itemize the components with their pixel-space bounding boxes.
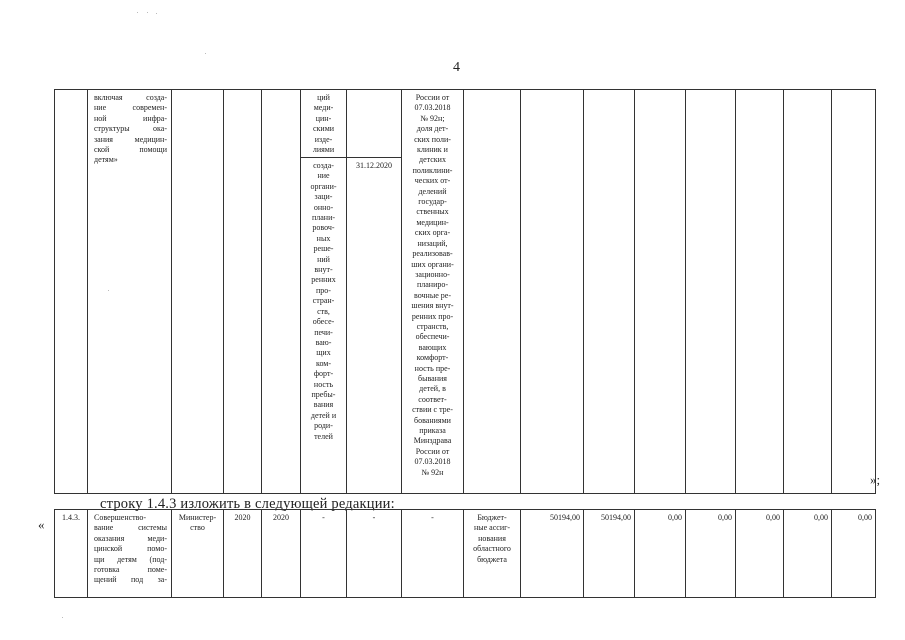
cell-empty <box>55 90 88 494</box>
scan-speck <box>108 290 109 291</box>
row-start-year: 2020 <box>224 510 262 598</box>
closing-quote: »; <box>870 472 881 487</box>
scan-speck <box>205 53 206 54</box>
cell-empty <box>832 90 876 494</box>
continued-date: 31.12.2020 <box>347 158 402 494</box>
cell-empty <box>686 90 736 494</box>
cell-empty <box>464 90 521 494</box>
cell-empty <box>635 90 686 494</box>
row-total: 50194,00 <box>521 510 584 598</box>
row-number: 1.4.3. <box>55 510 88 598</box>
row-dash: - <box>347 510 402 598</box>
row-dash: - <box>301 510 347 598</box>
row-value-2025: 0,00 <box>832 510 876 598</box>
row-end-year: 2020 <box>262 510 301 598</box>
row-executor: Министер- ство <box>172 510 224 598</box>
continued-event-top: ций меди- цин- скими изде- лиями <box>301 90 347 158</box>
cell-empty <box>521 90 584 494</box>
page-number: 4 <box>453 60 460 75</box>
row-value-2020: 50194,00 <box>584 510 635 598</box>
row-value-2022: 0,00 <box>686 510 736 598</box>
scan-speck <box>137 12 138 13</box>
row-value-2021: 0,00 <box>635 510 686 598</box>
continuation-table <box>54 89 876 494</box>
section-heading: строку 1.4.3 изложить в следующей редакции: <box>100 496 395 512</box>
opening-quote: « <box>38 517 45 532</box>
scan-speck <box>62 617 63 618</box>
scan-speck <box>156 13 157 14</box>
cell-empty <box>736 90 784 494</box>
cell-empty <box>784 90 832 494</box>
cell-empty <box>584 90 635 494</box>
row-dash: - <box>402 510 464 598</box>
continued-event-bottom: созда- ние органи- заци- онно- плани- ровоч- ных реше- ний внут- ренних про- стран- ств, обесе- печи- ваю- щих ком- форт- ность пребы- вания детей и роди- телей <box>301 158 347 494</box>
cell-empty <box>172 90 224 494</box>
row-name: Совершенство- вание системы оказания меди- цинской помо- щи детям (под- готовка поме- щений под за- <box>88 510 172 598</box>
row-funding-source: Бюджет- ные ассиг- нования областного бюджета <box>464 510 521 598</box>
cell-empty <box>262 90 301 494</box>
continued-indicator: России от 07.03.2018 № 92н; доля дет- ских поли- клиник и детских поликлини- ческих от- делений государ- ственных медицин- ских орга- низаций, реализовав- ших органи- зационно- планиро- вочные ре- шения внут- ренних про- странств, обеспечи- вающих комфорт- ность пре- бывания детей, в соответ- ствии с тре- бованиями приказа Минздрава России от 07.03.2018 № 92н <box>402 90 464 494</box>
cell-empty <box>347 90 402 158</box>
cell-empty <box>224 90 262 494</box>
row-value-2023: 0,00 <box>736 510 784 598</box>
row-value-2024: 0,00 <box>784 510 832 598</box>
new-row-table <box>54 509 876 598</box>
scan-speck <box>147 12 148 13</box>
continued-description: включая созда- ние современ- ной инфра- структуры ока- зания медицин- ской помощи детям» <box>88 90 172 494</box>
